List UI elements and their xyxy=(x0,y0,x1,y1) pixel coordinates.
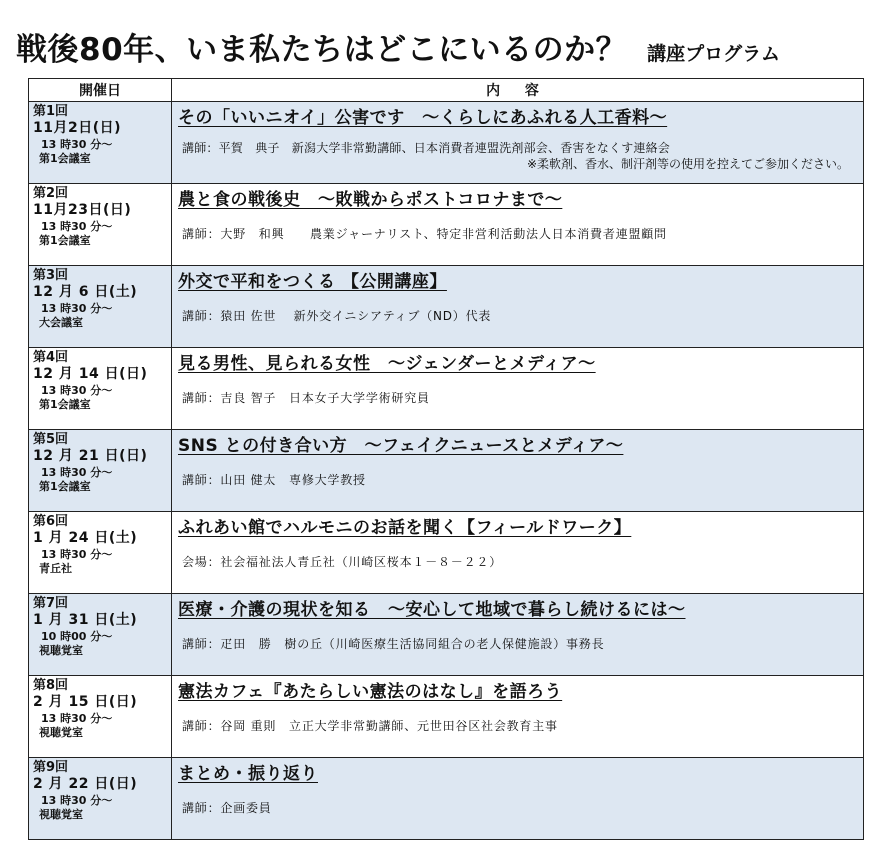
session-number: 第7回 xyxy=(33,596,69,611)
session-time: 13 時30 分～ xyxy=(41,384,113,397)
session-time: 10 時00 分～ xyxy=(41,630,113,643)
header-content: 内 容 xyxy=(172,79,864,102)
session-content-cell xyxy=(172,102,864,184)
session-number: 第9回 xyxy=(33,760,69,775)
session-row-5 xyxy=(29,430,864,512)
session-time: 13 時30 分～ xyxy=(41,302,113,315)
session-title: 医療・介護の現状を知る ～安心して地域で暮らし続けるには～ xyxy=(178,600,686,620)
session-number: 第3回 xyxy=(33,268,69,283)
session-date-cell xyxy=(29,266,172,348)
title-block xyxy=(16,24,780,69)
session-row-6 xyxy=(29,512,864,594)
session-content-cell xyxy=(172,676,864,758)
session-day: 1 月 31 日(土) xyxy=(33,612,138,628)
session-title: 見る男性、見られる女性 ～ジェンダーとメディア～ xyxy=(178,354,596,374)
session-time: 13 時30 分～ xyxy=(41,794,113,807)
session-date-cell xyxy=(29,102,172,184)
session-room: 視聴覚室 xyxy=(39,808,83,821)
page-subtitle: 講座プログラム xyxy=(647,43,780,65)
session-date-cell xyxy=(29,184,172,266)
session-room: 視聴覚室 xyxy=(39,726,83,739)
session-venue: 会場：社会福祉法人青丘社（川崎区桜本１－８－２２） xyxy=(182,555,503,569)
session-content-cell xyxy=(172,348,864,430)
session-lecturer: 講師：疋田 勝 樹の丘（川崎医療生活協同組合の老人保健施設）事務長 xyxy=(182,637,605,651)
session-lecturer: 講師：企画委員 xyxy=(182,801,272,815)
session-content-cell xyxy=(172,512,864,594)
session-room: 第1会議室 xyxy=(39,152,91,165)
session-row-9 xyxy=(29,758,864,840)
session-day: 11月23日(日) xyxy=(33,202,132,218)
session-note: ※柔軟剤、香水、制汗剤等の使用を控えてご参加ください。 xyxy=(526,157,849,171)
session-date-cell xyxy=(29,676,172,758)
session-content-cell xyxy=(172,266,864,348)
session-row-4 xyxy=(29,348,864,430)
session-time: 13 時30 分～ xyxy=(41,548,113,561)
session-time: 13 時30 分～ xyxy=(41,466,113,479)
session-time: 13 時30 分～ xyxy=(41,220,113,233)
session-date-cell xyxy=(29,348,172,430)
session-title: その「いいニオイ」公害です ～くらしにあふれる人工香料～ xyxy=(178,108,668,128)
session-number: 第6回 xyxy=(33,514,69,529)
session-lecturer: 講師：谷岡 重則 立正大学非常勤講師、元世田谷区社会教育主事 xyxy=(182,719,558,733)
program-table xyxy=(28,78,864,840)
session-title: 憲法カフェ『あたらしい憲法のはなし』を語ろう xyxy=(178,682,563,702)
session-time: 13 時30 分～ xyxy=(41,712,113,725)
session-number: 第5回 xyxy=(33,432,69,447)
session-room: 第1会議室 xyxy=(39,480,91,493)
session-row-3 xyxy=(29,266,864,348)
header-row xyxy=(29,79,864,102)
session-title: ふれあい館でハルモニのお話を聞く【フィールドワーク】 xyxy=(178,518,632,538)
session-day: 2 月 15 日(日) xyxy=(33,694,138,710)
session-room: 視聴覚室 xyxy=(39,644,83,657)
session-title: まとめ・振り返り xyxy=(178,764,318,784)
session-date-cell xyxy=(29,512,172,594)
session-day: 12 月 6 日(土) xyxy=(33,284,138,300)
session-day: 11月2日(日) xyxy=(33,120,122,136)
session-day: 12 月 21 日(日) xyxy=(33,448,148,464)
session-time: 13 時30 分～ xyxy=(41,138,113,151)
session-content-cell xyxy=(172,758,864,840)
session-number: 第8回 xyxy=(33,678,69,693)
session-row-1 xyxy=(29,102,864,184)
session-day: 1 月 24 日(土) xyxy=(33,530,138,546)
session-number: 第4回 xyxy=(33,350,69,365)
session-title: SNS との付き合い方 ～フェイクニュースとメディア～ xyxy=(178,436,624,456)
session-lecturer: 講師：山田 健太 専修大学教授 xyxy=(182,473,366,487)
session-room: 第1会議室 xyxy=(39,398,91,411)
page-title: 戦後80年、いま私たちはどこにいるのか？ xyxy=(16,32,628,68)
session-title: 農と食の戦後史 ～敗戦からポストコロナまで～ xyxy=(178,190,563,210)
session-date-cell xyxy=(29,758,172,840)
session-lecturer: 講師：吉良 智子 日本女子大学学術研究員 xyxy=(182,391,430,405)
session-room: 青丘社 xyxy=(39,562,72,575)
session-row-2 xyxy=(29,184,864,266)
session-content-cell xyxy=(172,430,864,512)
session-content-cell xyxy=(172,594,864,676)
session-room: 大会議室 xyxy=(39,316,83,329)
session-number: 第1回 xyxy=(33,104,69,119)
session-row-8 xyxy=(29,676,864,758)
session-lecturer: 講師：猿田 佐世 新外交イニシアティブ（ND）代表 xyxy=(182,309,492,323)
session-number: 第2回 xyxy=(33,186,69,201)
session-date-cell xyxy=(29,430,172,512)
session-date-cell xyxy=(29,594,172,676)
session-lecturer: 講師：平賀 典子 新潟大学非常勤講師、日本消費者連盟洗剤部会、香害をなくす連絡会 xyxy=(182,141,671,155)
header-date: 開催日 xyxy=(29,79,172,102)
session-day: 2 月 22 日(日) xyxy=(33,776,138,792)
session-content-cell xyxy=(172,184,864,266)
session-title: 外交で平和をつくる 【公開講座】 xyxy=(178,272,447,292)
session-room: 第1会議室 xyxy=(39,234,91,247)
session-row-7 xyxy=(29,594,864,676)
session-day: 12 月 14 日(日) xyxy=(33,366,148,382)
session-lecturer: 講師：大野 和興 農業ジャーナリスト、特定非営利活動法人日本消費者連盟顧問 xyxy=(182,227,667,241)
